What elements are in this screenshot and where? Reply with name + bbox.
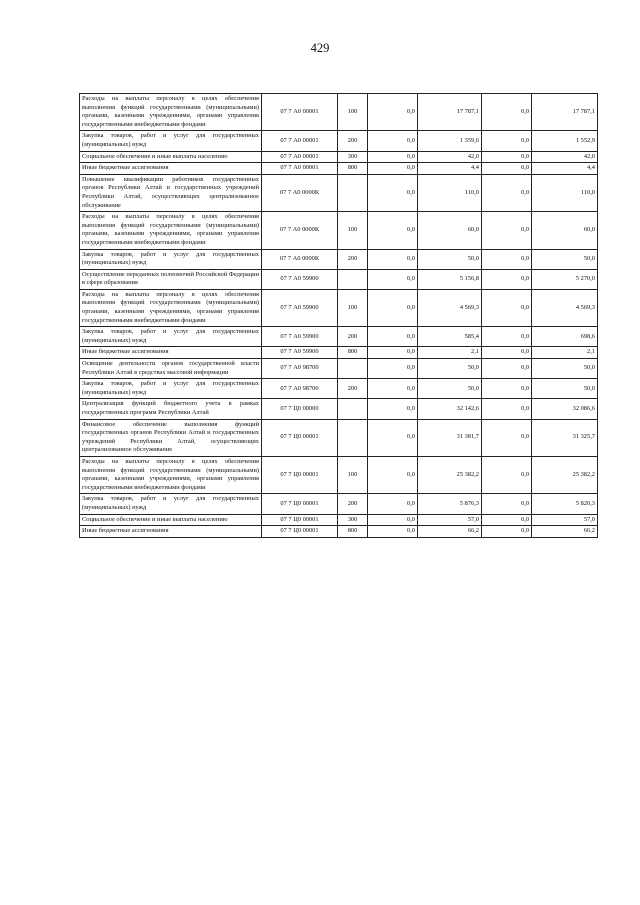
amount-cell-1: 0,0 <box>368 289 418 326</box>
table-row <box>80 163 598 175</box>
amount-cell-2: 42,0 <box>418 151 482 163</box>
target-code-cell: 07 7 Ц0 00001 <box>262 456 338 493</box>
table-row <box>80 456 598 493</box>
amount-cell-4: 698,6 <box>532 327 598 347</box>
table-row <box>80 151 598 163</box>
table-row <box>80 514 598 526</box>
amount-cell-4: 4,4 <box>532 163 598 175</box>
amount-cell-1: 0,0 <box>368 359 418 379</box>
table-row <box>80 379 598 399</box>
amount-cell-4: 5 820,3 <box>532 494 598 514</box>
amount-cell-2: 4,4 <box>418 163 482 175</box>
expense-name-cell: Закупка товаров, работ и услуг для государственных (муниципальных) нужд <box>80 494 262 514</box>
expense-type-cell <box>338 174 368 211</box>
amount-cell-3: 0,0 <box>482 399 532 419</box>
amount-cell-4: 110,0 <box>532 174 598 211</box>
expense-type-cell: 200 <box>338 131 368 151</box>
amount-cell-3: 0,0 <box>482 131 532 151</box>
expense-name-cell: Закупка товаров, работ и услуг для государственных (муниципальных) нужд <box>80 327 262 347</box>
amount-cell-4: 2,1 <box>532 347 598 359</box>
amount-cell-4: 25 382,2 <box>532 456 598 493</box>
amount-cell-3: 0,0 <box>482 174 532 211</box>
amount-cell-3: 0,0 <box>482 163 532 175</box>
expense-name-cell: Социальное обеспечение и иные выплаты населению <box>80 151 262 163</box>
expense-name-cell: Закупка товаров, работ и услуг для государственных (муниципальных) нужд <box>80 131 262 151</box>
expense-type-cell <box>338 359 368 379</box>
target-code-cell: 07 7 А0 59900 <box>262 289 338 326</box>
target-code-cell: 07 7 Ц0 00001 <box>262 419 338 456</box>
amount-cell-4: 4 569,3 <box>532 289 598 326</box>
expense-name-cell: Закупка товаров, работ и услуг для государственных (муниципальных) нужд <box>80 379 262 399</box>
amount-cell-4: 50,0 <box>532 249 598 269</box>
expense-type-cell <box>338 269 368 289</box>
target-code-cell: 07 7 А0 98700 <box>262 379 338 399</box>
amount-cell-2: 66,2 <box>418 526 482 538</box>
amount-cell-2: 57,0 <box>418 514 482 526</box>
amount-cell-3: 0,0 <box>482 347 532 359</box>
amount-cell-4: 50,0 <box>532 379 598 399</box>
amount-cell-3: 0,0 <box>482 526 532 538</box>
target-code-cell: 07 7 Ц0 00000 <box>262 399 338 419</box>
amount-cell-4: 32 086,6 <box>532 399 598 419</box>
expense-name-cell: Повышение квалификации работников государственных органов Республики Алтай и государственных учреждений Республики Алтай, осуществляющих централизованное обслуживание <box>80 174 262 211</box>
target-code-cell: 07 7 А0 00001 <box>262 163 338 175</box>
amount-cell-4: 1 552,9 <box>532 131 598 151</box>
amount-cell-1: 0,0 <box>368 151 418 163</box>
table-row <box>80 419 598 456</box>
target-code-cell: 07 7 А0 0000К <box>262 174 338 211</box>
amount-cell-4: 17 787,1 <box>532 94 598 131</box>
expense-type-cell: 800 <box>338 163 368 175</box>
target-code-cell: 07 7 А0 98700 <box>262 359 338 379</box>
amount-cell-1: 0,0 <box>368 419 418 456</box>
target-code-cell: 07 7 Ц0 00001 <box>262 526 338 538</box>
table-row <box>80 94 598 131</box>
amount-cell-3: 0,0 <box>482 419 532 456</box>
target-code-cell: 07 7 А0 0000К <box>262 249 338 269</box>
expense-type-cell: 100 <box>338 212 368 249</box>
amount-cell-3: 0,0 <box>482 514 532 526</box>
amount-cell-1: 0,0 <box>368 494 418 514</box>
amount-cell-2: 25 382,2 <box>418 456 482 493</box>
target-code-cell: 07 7 А0 00001 <box>262 151 338 163</box>
amount-cell-3: 0,0 <box>482 327 532 347</box>
amount-cell-4: 31 325,7 <box>532 419 598 456</box>
amount-cell-4: 60,0 <box>532 212 598 249</box>
amount-cell-4: 42,0 <box>532 151 598 163</box>
amount-cell-2: 31 381,7 <box>418 419 482 456</box>
amount-cell-1: 0,0 <box>368 249 418 269</box>
target-code-cell: 07 7 А0 59900 <box>262 327 338 347</box>
amount-cell-4: 66,2 <box>532 526 598 538</box>
expense-name-cell: Иные бюджетные ассигнования <box>80 347 262 359</box>
table-row <box>80 289 598 326</box>
amount-cell-4: 5 270,0 <box>532 269 598 289</box>
expense-type-cell: 200 <box>338 379 368 399</box>
expense-name-cell: Закупка товаров, работ и услуг для государственных (муниципальных) нужд <box>80 249 262 269</box>
target-code-cell: 07 7 А0 59900 <box>262 347 338 359</box>
expense-name-cell: Финансовое обеспечение выполнения функций государственных органов Республики Алтай и государственных учреждений Республики Алтай, осуществляющих централизованное обслуживание <box>80 419 262 456</box>
expense-type-cell: 200 <box>338 249 368 269</box>
table-row <box>80 212 598 249</box>
amount-cell-2: 5 876,3 <box>418 494 482 514</box>
amount-cell-1: 0,0 <box>368 269 418 289</box>
expense-type-cell: 200 <box>338 494 368 514</box>
expense-name-cell: Расходы на выплаты персоналу в целях обеспечения выполнения функций государственными (муниципальными) органами, казенными учреждениями, органами управления государственными внебюджетными фондами <box>80 94 262 131</box>
amount-cell-3: 0,0 <box>482 379 532 399</box>
amount-cell-2: 1 359,6 <box>418 131 482 151</box>
expense-name-cell: Социальное обеспечение и иные выплаты населению <box>80 514 262 526</box>
amount-cell-1: 0,0 <box>368 514 418 526</box>
expense-name-cell: Расходы на выплаты персоналу в целях обеспечения выполнения функций государственными (муниципальными) органами, казенными учреждениями, органами управления государственными внебюджетными фондами <box>80 456 262 493</box>
amount-cell-2: 32 142,6 <box>418 399 482 419</box>
amount-cell-3: 0,0 <box>482 289 532 326</box>
amount-cell-3: 0,0 <box>482 249 532 269</box>
amount-cell-1: 0,0 <box>368 347 418 359</box>
amount-cell-1: 0,0 <box>368 94 418 131</box>
expense-type-cell: 100 <box>338 94 368 131</box>
expense-name-cell: Иные бюджетные ассигнования <box>80 163 262 175</box>
amount-cell-4: 57,0 <box>532 514 598 526</box>
expense-name-cell: Расходы на выплаты персоналу в целях обеспечения выполнения функций государственными (муниципальными) органами, казенными учреждениями, органами управления государственными внебюджетными фондами <box>80 289 262 326</box>
expense-type-cell: 800 <box>338 347 368 359</box>
amount-cell-2: 60,0 <box>418 212 482 249</box>
table-row <box>80 359 598 379</box>
table-row <box>80 131 598 151</box>
target-code-cell: 07 7 А0 0000К <box>262 212 338 249</box>
expense-name-cell: Освещение деятельности органов государственной власти Республики Алтай в средствах массовой информации <box>80 359 262 379</box>
budget-table <box>79 93 598 538</box>
amount-cell-3: 0,0 <box>482 269 532 289</box>
table-row <box>80 494 598 514</box>
table-row <box>80 347 598 359</box>
budget-table-body <box>80 94 598 538</box>
amount-cell-3: 0,0 <box>482 212 532 249</box>
table-row <box>80 399 598 419</box>
table-row <box>80 526 598 538</box>
amount-cell-3: 0,0 <box>482 494 532 514</box>
table-row <box>80 327 598 347</box>
amount-cell-4: 50,0 <box>532 359 598 379</box>
amount-cell-2: 50,0 <box>418 359 482 379</box>
amount-cell-1: 0,0 <box>368 327 418 347</box>
expense-type-cell: 200 <box>338 327 368 347</box>
amount-cell-2: 110,0 <box>418 174 482 211</box>
amount-cell-1: 0,0 <box>368 456 418 493</box>
target-code-cell: 07 7 Ц0 00001 <box>262 494 338 514</box>
amount-cell-1: 0,0 <box>368 526 418 538</box>
amount-cell-1: 0,0 <box>368 399 418 419</box>
amount-cell-1: 0,0 <box>368 131 418 151</box>
amount-cell-2: 4 569,3 <box>418 289 482 326</box>
amount-cell-3: 0,0 <box>482 456 532 493</box>
expense-type-cell: 100 <box>338 456 368 493</box>
expense-name-cell: Централизация функций бюджетного учета в рамках государственных программ Республики Алтай <box>80 399 262 419</box>
expense-type-cell: 800 <box>338 526 368 538</box>
amount-cell-1: 0,0 <box>368 379 418 399</box>
expense-type-cell: 100 <box>338 289 368 326</box>
expense-name-cell: Иные бюджетные ассигнования <box>80 526 262 538</box>
table-row <box>80 249 598 269</box>
target-code-cell: 07 7 А0 00001 <box>262 94 338 131</box>
table-row <box>80 269 598 289</box>
expense-type-cell <box>338 419 368 456</box>
amount-cell-3: 0,0 <box>482 94 532 131</box>
expense-name-cell: Осуществление переданных полномочий Российской Федерации в сфере образования <box>80 269 262 289</box>
amount-cell-2: 2,1 <box>418 347 482 359</box>
table-row <box>80 174 598 211</box>
amount-cell-2: 585,4 <box>418 327 482 347</box>
target-code-cell: 07 7 А0 00001 <box>262 131 338 151</box>
expense-type-cell <box>338 399 368 419</box>
amount-cell-1: 0,0 <box>368 163 418 175</box>
amount-cell-1: 0,0 <box>368 212 418 249</box>
expense-type-cell: 300 <box>338 514 368 526</box>
amount-cell-2: 5 156,8 <box>418 269 482 289</box>
page-number: 429 <box>310 41 330 55</box>
amount-cell-1: 0,0 <box>368 174 418 211</box>
expense-name-cell: Расходы на выплаты персоналу в целях обеспечения выполнения функций государственными (муниципальными) органами, казенными учреждениями, органами управления государственными внебюджетными фондами <box>80 212 262 249</box>
amount-cell-2: 17 787,1 <box>418 94 482 131</box>
expense-type-cell: 300 <box>338 151 368 163</box>
target-code-cell: 07 7 А0 59900 <box>262 269 338 289</box>
amount-cell-3: 0,0 <box>482 151 532 163</box>
amount-cell-2: 50,0 <box>418 379 482 399</box>
amount-cell-2: 50,0 <box>418 249 482 269</box>
amount-cell-3: 0,0 <box>482 359 532 379</box>
target-code-cell: 07 7 Ц0 00001 <box>262 514 338 526</box>
